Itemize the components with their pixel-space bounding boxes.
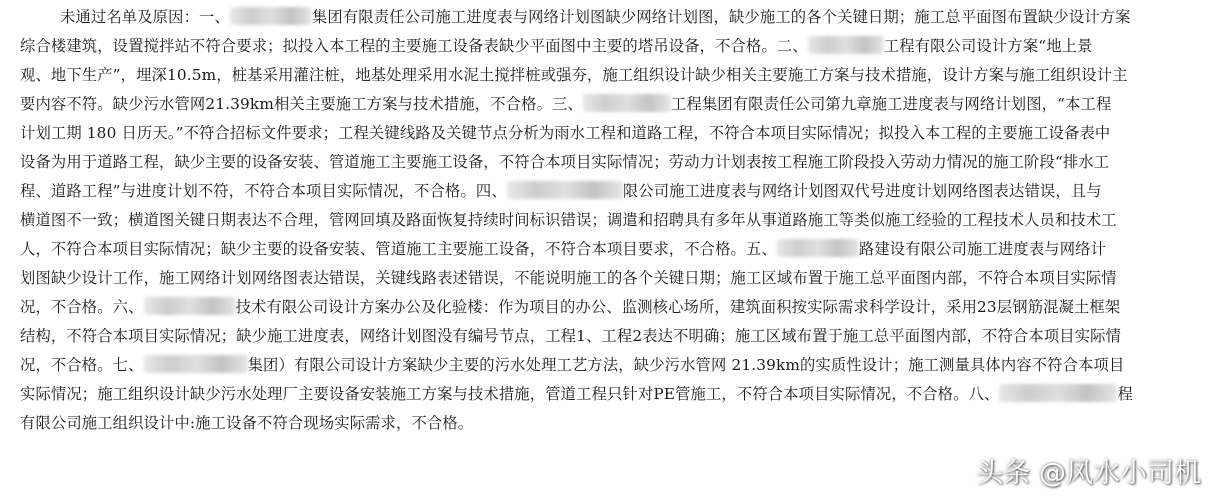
text-line-6 — [20, 150, 1109, 174]
line-15-before: 有限公司施工组织设计中:施工设备不符合现场实际需求，不合格。 — [20, 414, 474, 432]
line-3-before: 观、地下生产”，埋深10.5m，桩基采用灌注桩，地基处理采用水泥土搅拌桩或强夯，施工组织设计缺少相关主要施工方案与技术措施，设计方案与施工组织设计主 — [20, 66, 1128, 84]
text-line-10 — [20, 266, 1117, 290]
text-line-1 — [60, 5, 1131, 29]
text-line-8 — [20, 208, 1117, 232]
text-line-9 — [20, 237, 1106, 261]
text-line-2 — [20, 34, 1093, 58]
redacted-company-name — [777, 239, 859, 257]
line-9-after: 路建设有限公司施工进度表与网络计 — [858, 240, 1107, 258]
text-line-7 — [20, 179, 1102, 203]
text-line-13 — [20, 353, 1124, 377]
text-line-11 — [20, 295, 1120, 319]
redacted-company-name — [144, 355, 248, 373]
redacted-company-name — [999, 384, 1117, 402]
line-9-before: 人，不符合本项目实际情况；缺少主要的设备安装、管道施工主要施工设备，不符合本项目要求，不合格。五、 — [20, 240, 777, 258]
redacted-company-name — [230, 7, 312, 25]
redacted-company-name — [144, 297, 236, 315]
line-14-before: 实际情况；施工组织设计缺少污水处理厂主要设备安装施工方案与技术措施，管道工程只针对PE管施工，不符合本项目实际情况，不合格。八、 — [20, 385, 1000, 403]
line-2-after: 工程有限公司设计方案“地上景 — [883, 37, 1093, 55]
line-10-before: 划图缺少设计工作，施工网络计划网络图表达错误，关键线路表述错误，不能说明施工的各个关键日期；施工区域布置于施工总平面图内部，不符合本项目实际情 — [20, 269, 1117, 287]
redacted-company-name — [808, 36, 884, 54]
line-4-after: 工程集团有限责任公司第九章施工进度表与网络计划图，“本工程 — [670, 95, 1112, 113]
line-13-after: 集团）有限公司设计方案缺少主要的污水处理工艺方法，缺少污水管网 21.39km的实质性设计；施工测量具体内容不符合本项目 — [247, 356, 1125, 374]
line-2-before: 综合楼建筑，设置搅拌站不符合要求；拟投入本工程的主要施工设备表缺少平面图中主要的塔吊设备，不合格。二、 — [20, 37, 808, 55]
line-5-before: 计划工期 180 日历天。”不符合招标文件要求；工程关键线路及关键节点分析为雨水工程和道路工程，不符合本项目实际情况；拟投入本工程的主要施工设备表中 — [20, 124, 1111, 142]
redacted-company-name — [507, 181, 623, 199]
text-line-12 — [20, 324, 1121, 348]
line-14-after: 程 — [1117, 385, 1133, 403]
line-6-before: 设备为用于道路工程，缺少主要的设备安装、管道施工主要施工设备，不符合本项目实际情况；劳动力计划表按工程施工阶段投入劳动力情况的施工阶段“排水工 — [20, 153, 1110, 171]
line-12-before: 结构，不符合本项目实际情况；缺少施工进度表，网络计划图没有编号节点，工程1、工程2表达不明确；施工区域布置于施工总平面图内部，不符合本项目实际情 — [20, 327, 1122, 345]
line-1-before: 未通过名单及原因：一、 — [60, 8, 230, 26]
watermark-text: 头条 @风水小司机 — [976, 458, 1201, 489]
text-line-15 — [20, 411, 473, 435]
line-4-before: 要内容不符。缺少污水管网21.39km相关主要施工方案与技术措施，不合格。三、 — [20, 95, 583, 113]
text-line-4 — [20, 92, 1111, 116]
line-1-after: 集团有限责任公司施工进度表与网络计划图缺少网络计划图，缺少施工的各个关键日期；施工总平面图布置缺少设计方案 — [311, 8, 1131, 26]
redacted-company-name — [583, 94, 671, 112]
text-line-14 — [20, 382, 1133, 406]
line-7-after: 限公司施工进度表与网络计划图双代号进度计划网络图表达错误，且与 — [622, 182, 1102, 200]
line-11-after: 技术有限公司设计方案办公及化验楼：作为项目的办公、监测核心场所，建筑面积按实际需求科学设计，采用23层钢筋混凝土框架 — [235, 298, 1121, 316]
line-8-before: 横道图不一致；横道图关键日期表达不合理，管网回填及路面恢复持续时间标识错误；调遣和招聘具有多年从事道路施工等类似施工经验的工程技术人员和技术工 — [20, 211, 1117, 229]
line-13-before: 况，不合格。七、 — [20, 356, 144, 374]
line-7-before: 程、道路工程”与进度计划不符，不符合本项目实际情况，不合格。四、 — [20, 182, 507, 200]
text-line-3 — [20, 63, 1128, 87]
line-11-before: 况，不合格。六、 — [20, 298, 144, 316]
text-line-5 — [20, 121, 1110, 145]
